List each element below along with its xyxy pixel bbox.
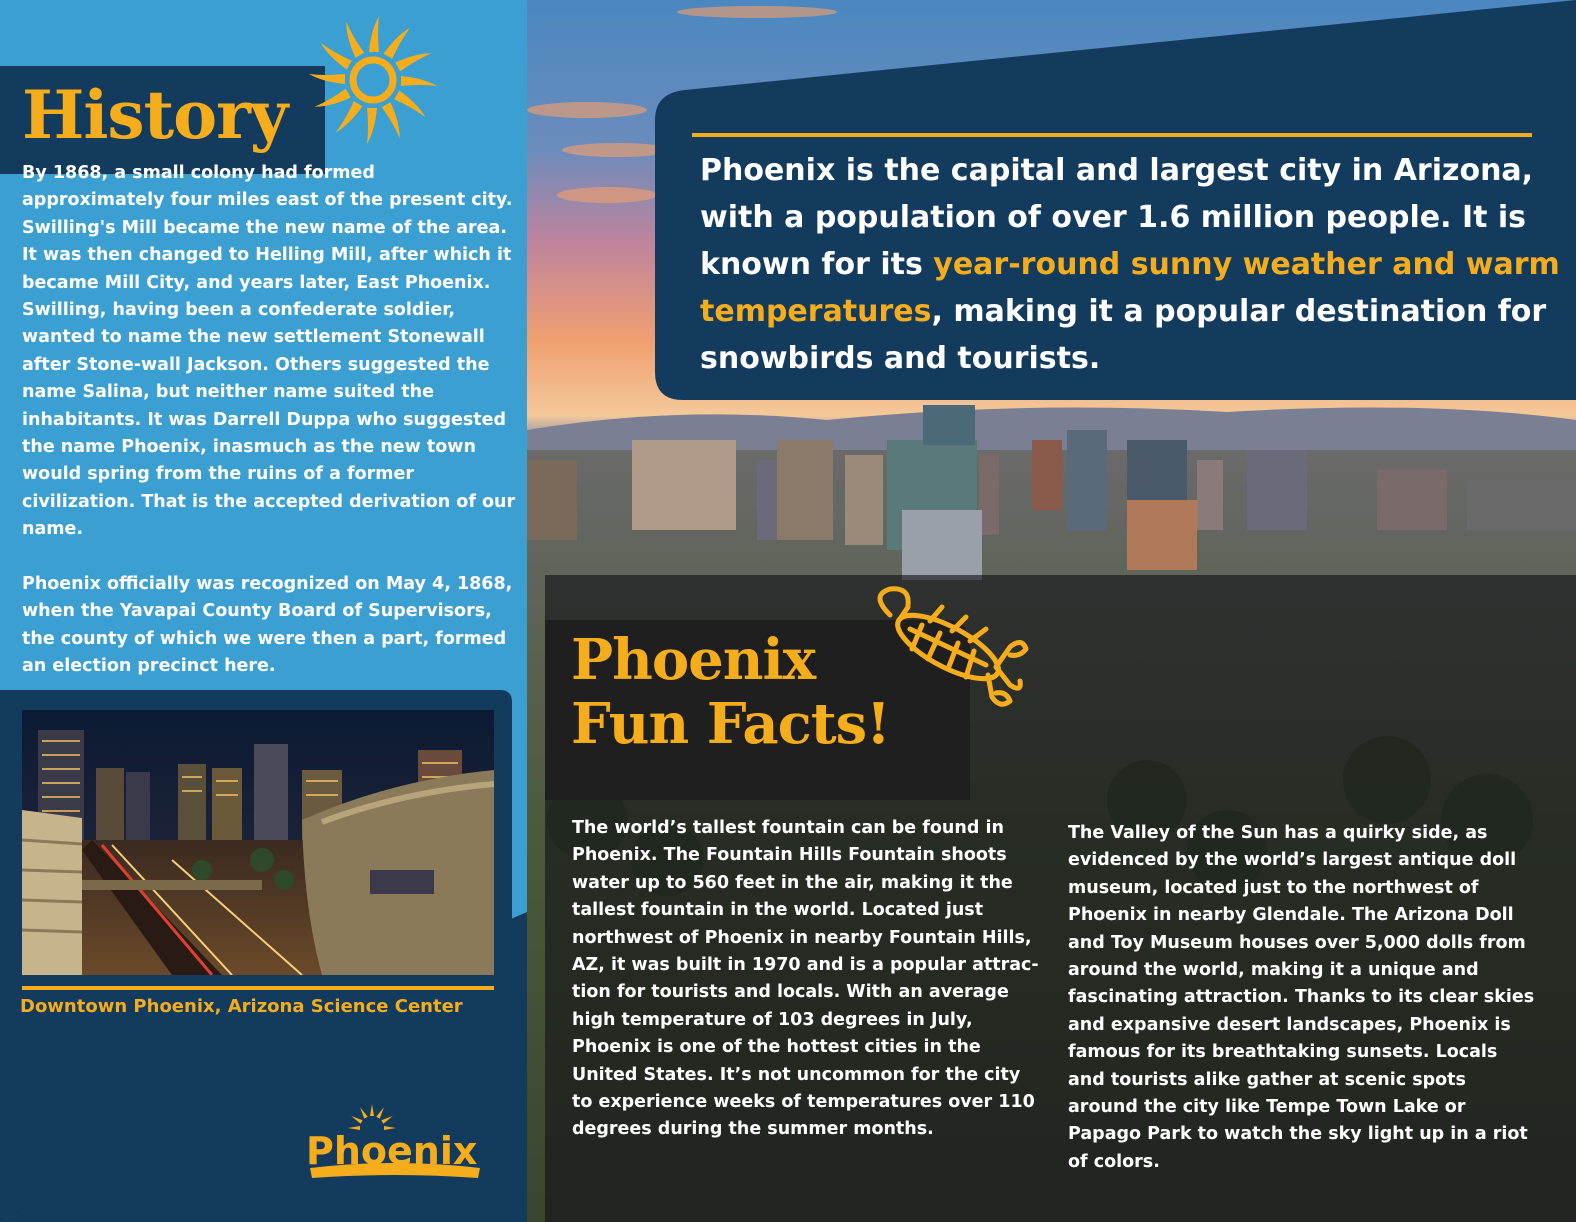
photo-caption: Downtown Phoenix, Arizona Science Center xyxy=(20,996,463,1017)
fun-facts-title-line-2: Fun Facts! xyxy=(571,691,890,757)
history-title: History xyxy=(22,76,288,154)
fun-facts-title-line-1: Phoenix xyxy=(571,627,816,693)
photo-divider xyxy=(22,986,494,990)
sun-icon xyxy=(298,8,448,158)
intro-rule xyxy=(692,133,1532,137)
sun-rays xyxy=(309,16,437,144)
intro-text-end: , making it a popular destination for snowbirds and tourists. xyxy=(700,294,1547,376)
fun-fact-doll-museum: The Valley of the Sun has a quirky side, as evidenced by the world’s largest antique doll museum, located just to the northwest of Phoenix in nearby Glendale. The Arizona Doll and Toy Museum houses over 5,000 dolls from around the world, making it a unique and fascinating attraction. Thanks to its clear skies and expansive desert landscapes, Phoenix is famous for its breathtaking sunsets. Locals and tourists alike gather at scenic spots around the city like Tempe Town Lake or Papago Park to watch the sky light up in a riot of colors. xyxy=(1068,823,1535,1172)
logo-sun-icon xyxy=(348,1104,396,1130)
history-body xyxy=(22,160,522,708)
downtown-phoenix-photo xyxy=(22,710,494,975)
history-paragraph-2: Phoenix officially was recognized on May 4, 1868, when the Yavapai County Board of Supervisors, the county of which we were then a part, formed an election precinct here. xyxy=(22,574,513,677)
logo-wordmark: Phoenix xyxy=(306,1129,478,1173)
phoenix-logo xyxy=(300,1100,490,1190)
intro-text xyxy=(700,147,1560,382)
scorpion-icon xyxy=(860,585,1030,715)
history-paragraph-1: By 1868, a small colony had formed approximately four miles east of the present city. Swilling's Mill became the new name of the area. It was then changed to Helling Mill, after which it became Mill City, and years later, East Phoenix. Swilling, having been a confederate soldier, wanted to name the new settlement Stonewall after Stone-wall Jackson. Others suggested the name Salina, but neither name suited the inhabitants. It was Darrell Duppa who suggested the name Phoenix, inasmuch as the new town would spring from the ruins of a former civilization. That is the accepted derivation of our name. xyxy=(22,163,516,540)
intro-highlight: year-round sunny weather and warm temperatures xyxy=(700,247,1560,329)
fun-fact-fountain: The world’s tallest fountain can be found in Phoenix. The Fountain Hills Fountain shoots water up to 560 feet in the air, making it the tallest fountain in the world. Located just northwest of Phoenix in nearby Fountain Hills, AZ, it was built in 1970 and is a popular attrac-tion for tourists and locals. With an average high temperature of 103 degrees in July, Phoenix is one of the hottest cities in the United States. It’s not uncommon for the city to experience weeks of temperatures over 110 degrees during the summer months. xyxy=(572,818,1039,1140)
parking-garage xyxy=(22,810,82,975)
intro-text-start: Phoenix is the capital and largest city in Arizona, with a population of over 1.6 million people. It is known for its xyxy=(700,153,1534,282)
